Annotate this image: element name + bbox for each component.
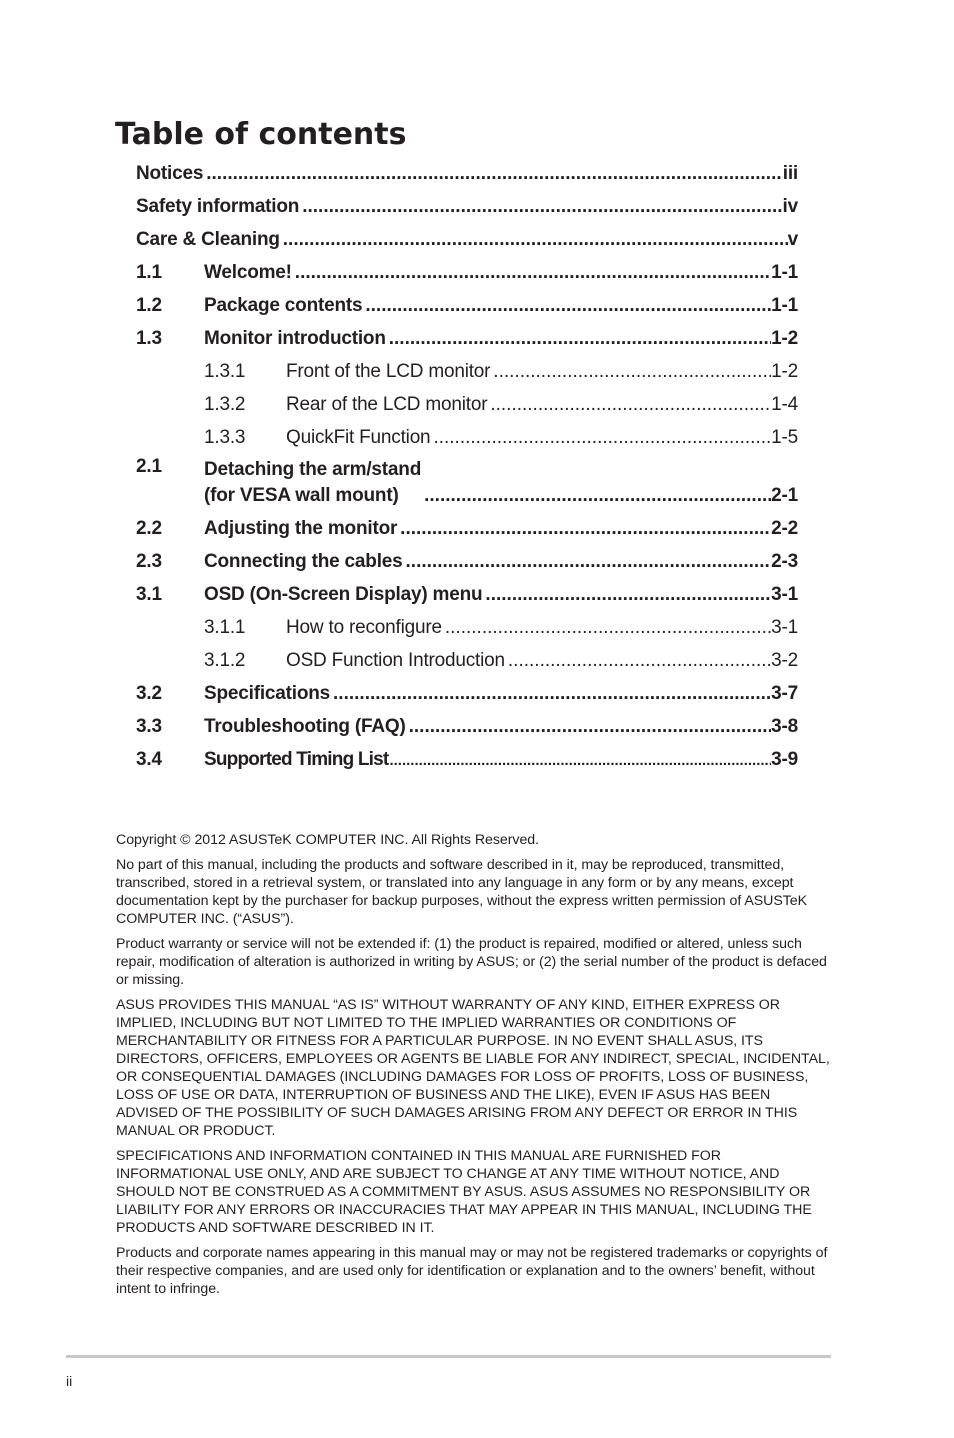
toc-entry-page: v xyxy=(787,229,798,250)
toc-entry-label: Adjusting the monitor xyxy=(204,518,398,539)
toc-entry-label: Troubleshooting (FAQ) xyxy=(204,716,406,737)
toc-entry-1-2[interactable] xyxy=(136,289,798,322)
toc-entry-number: 1.3.2 xyxy=(204,394,246,415)
toc-entry-number: 2.2 xyxy=(136,518,162,539)
page-number: ii xyxy=(66,1373,73,1389)
specifications-paragraph: SPECIFICATIONS AND INFORMATION CONTAINED IN THIS MANUAL ARE FURNISHED FOR INFORMATIONAL USE ONLY, AND ARE SUBJECT TO CHANGE AT ANY TIME WITHOUT NOTICE, AND SHOULD NOT BE CONSTRUED AS A COMMITMENT BY ASUS. ASUS ASSUMES NO RESPONSIBILITY OR LIABILITY FOR ANY ERRORS OR INACCURACIES THAT MAY APPEAR IN THIS MANUAL, INCLUDING THE PRODUCTS AND SOFTWARE DESCRIBED IN IT. xyxy=(116,1148,812,1236)
toc-entry-number: 1.3.3 xyxy=(204,427,246,448)
toc-entry-page: 2-2 xyxy=(771,518,798,539)
toc-entry-page: 2-1 xyxy=(771,485,798,506)
toc-entry-1-3[interactable] xyxy=(136,322,798,355)
footer-rule xyxy=(66,1355,831,1358)
dot-leader xyxy=(430,421,771,454)
toc-entry-3-2[interactable] xyxy=(136,677,798,710)
toc-entry-1-3-3[interactable] xyxy=(136,421,798,454)
dot-leader xyxy=(362,289,771,322)
disclaimer-paragraph: ASUS PROVIDES THIS MANUAL “AS IS” WITHOUT WARRANTY OF ANY KIND, EITHER EXPRESS OR IMPLIED, INCLUDING BUT NOT LIMITED TO THE IMPLIED WARRANTIES OR CONDITIONS OF MERCHANTABILITY OR FITNESS FOR A PARTICULAR PURPOSE. IN NO EVENT SHALL ASUS, ITS DIRECTORS, OFFICERS, EMPLOYEES OR AGENTS BE LIABLE FOR ANY INDIRECT, SPECIAL, INCIDENTAL, OR CONSEQUENTIAL DAMAGES (INCLUDING DAMAGES FOR LOSS OF PROFITS, LOSS OF BUSINESS, LOSS OF USE OR DATA, INTERRUPTION OF BUSINESS AND THE LIKE), EVEN IF ASUS HAS BEEN ADVISED OF THE POSSIBILITY OF SUCH DAMAGES ARISING FROM ANY DEFECT OR ERROR IN THIS MANUAL OR PRODUCT. xyxy=(116,997,830,1139)
toc-entry-page: 3-9 xyxy=(771,749,798,770)
toc-entry-number: 1.1 xyxy=(136,262,162,283)
toc-entry-label: Welcome! xyxy=(204,262,292,283)
toc-entry-page: 1-5 xyxy=(771,427,798,448)
toc-entry-3-1-2[interactable] xyxy=(136,644,798,677)
dot-leader xyxy=(487,388,771,421)
toc-entry-number: 1.3 xyxy=(136,328,162,349)
legal-notice xyxy=(116,831,832,1305)
dot-leader xyxy=(397,512,771,545)
toc-entry-label xyxy=(204,457,421,509)
toc-entry-page: 3-7 xyxy=(771,683,798,704)
toc-entry-label: Supported Timing List xyxy=(204,749,389,770)
toc-entry-number: 3.1 xyxy=(136,584,162,605)
dot-leader xyxy=(203,157,783,190)
toc-entry-label: OSD Function Introduction xyxy=(286,650,505,671)
toc-entry-number: 1.3.1 xyxy=(204,361,246,382)
toc-entry-label: Package contents xyxy=(204,295,363,316)
toc-entry-2-2[interactable] xyxy=(136,512,798,545)
copyright-line: Copyright © 2012 ASUSTeK COMPUTER INC. All Rights Reserved. xyxy=(116,832,540,848)
toc-entry-label: Connecting the cables xyxy=(204,551,403,572)
dot-leader xyxy=(292,256,771,289)
toc-entry-label: Safety information xyxy=(136,196,300,217)
warranty-paragraph: Product warranty or service will not be extended if: (1) the product is repaired, modified or altered, unless such repair, modification of alteration is authorized in writing by ASUS; or (2) the serial number of the product is defaced or missing. xyxy=(116,936,827,988)
toc-entry-number: 1.2 xyxy=(136,295,162,316)
dot-leader xyxy=(421,483,771,509)
toc-entry-3-1-1[interactable] xyxy=(136,611,798,644)
dot-leader xyxy=(299,190,782,223)
toc-entry-3-4[interactable] xyxy=(136,743,798,776)
toc-entry-label-line2: (for VESA wall mount) xyxy=(204,485,399,506)
toc-entry-label: How to reconfigure xyxy=(286,617,442,638)
toc-entry-label: Care & Cleaning xyxy=(136,229,280,250)
dot-leader xyxy=(505,644,771,677)
toc-entry-label: Monitor introduction xyxy=(204,328,386,349)
reproduction-paragraph: No part of this manual, including the products and software described in it, may be reproduced, transmitted, transcribed, stored in a retrieval system, or translated into any language in any form or by any means, except documentation kept by the purchaser for backup purposes, without the express written permission of ASUSTeK COMPUTER INC. (“ASUS”). xyxy=(116,857,808,927)
toc-entry-label: Rear of the LCD monitor xyxy=(286,394,488,415)
toc-entry-number: 3.2 xyxy=(136,683,162,704)
toc-entry-page: 1-4 xyxy=(771,394,798,415)
toc-entry-label: Front of the LCD monitor xyxy=(286,361,491,382)
table-of-contents xyxy=(136,157,798,776)
toc-entry-page: 1-2 xyxy=(771,361,798,382)
toc-entry-number: 2.3 xyxy=(136,551,162,572)
toc-entry-page: 3-2 xyxy=(771,650,798,671)
toc-entry-number: 3.4 xyxy=(136,749,162,770)
dot-leader xyxy=(388,744,771,777)
toc-entry-label: OSD (On-Screen Display) menu xyxy=(204,584,483,605)
dot-leader xyxy=(403,545,772,578)
toc-entry-label-line1: Detaching the arm/stand xyxy=(204,459,422,480)
dot-leader xyxy=(482,578,771,611)
toc-entry-safety[interactable] xyxy=(136,190,798,223)
toc-entry-1-3-2[interactable] xyxy=(136,388,798,421)
toc-entry-page: 1-1 xyxy=(771,295,798,316)
toc-entry-number: 3.1.1 xyxy=(204,617,246,638)
toc-entry-page: 1-1 xyxy=(771,262,798,283)
toc-entry-number: 3.3 xyxy=(136,716,162,737)
toc-entry-page: 2-3 xyxy=(771,551,798,572)
trademarks-paragraph: Products and corporate names appearing in this manual may or may not be registered trademarks or copyrights of their respective companies, and are used only for identification or explanation and to the owners’ benefit, without intent to infringe. xyxy=(116,1245,828,1297)
toc-entry-page: 3-1 xyxy=(771,584,798,605)
dot-leader xyxy=(386,322,771,355)
toc-entry-number: 3.1.2 xyxy=(204,650,246,671)
toc-entry-page: 1-2 xyxy=(771,328,798,349)
toc-entry-number: 2.1 xyxy=(136,456,162,477)
page-title: Table of contents xyxy=(115,117,407,152)
toc-entry-page: 3-1 xyxy=(771,617,798,638)
dot-leader xyxy=(406,710,772,743)
toc-entry-1-1[interactable] xyxy=(136,256,798,289)
toc-entry-page: iv xyxy=(782,196,798,217)
toc-entry-3-1[interactable] xyxy=(136,578,798,611)
toc-entry-label: QuickFit Function xyxy=(286,427,431,448)
dot-leader xyxy=(490,355,771,388)
toc-entry-label: Specifications xyxy=(204,683,331,704)
toc-entry-page: 3-8 xyxy=(771,716,798,737)
toc-entry-notices[interactable] xyxy=(136,157,798,190)
toc-entry-label: Notices xyxy=(136,163,204,184)
toc-entry-2-3[interactable] xyxy=(136,545,798,578)
toc-entry-2-1[interactable] xyxy=(136,454,798,512)
toc-entry-care[interactable] xyxy=(136,223,798,256)
dot-leader xyxy=(442,611,771,644)
toc-entry-1-3-1[interactable] xyxy=(136,355,798,388)
toc-entry-3-3[interactable] xyxy=(136,710,798,743)
dot-leader xyxy=(280,223,788,256)
dot-leader xyxy=(330,677,771,710)
toc-entry-page: iii xyxy=(782,163,798,184)
